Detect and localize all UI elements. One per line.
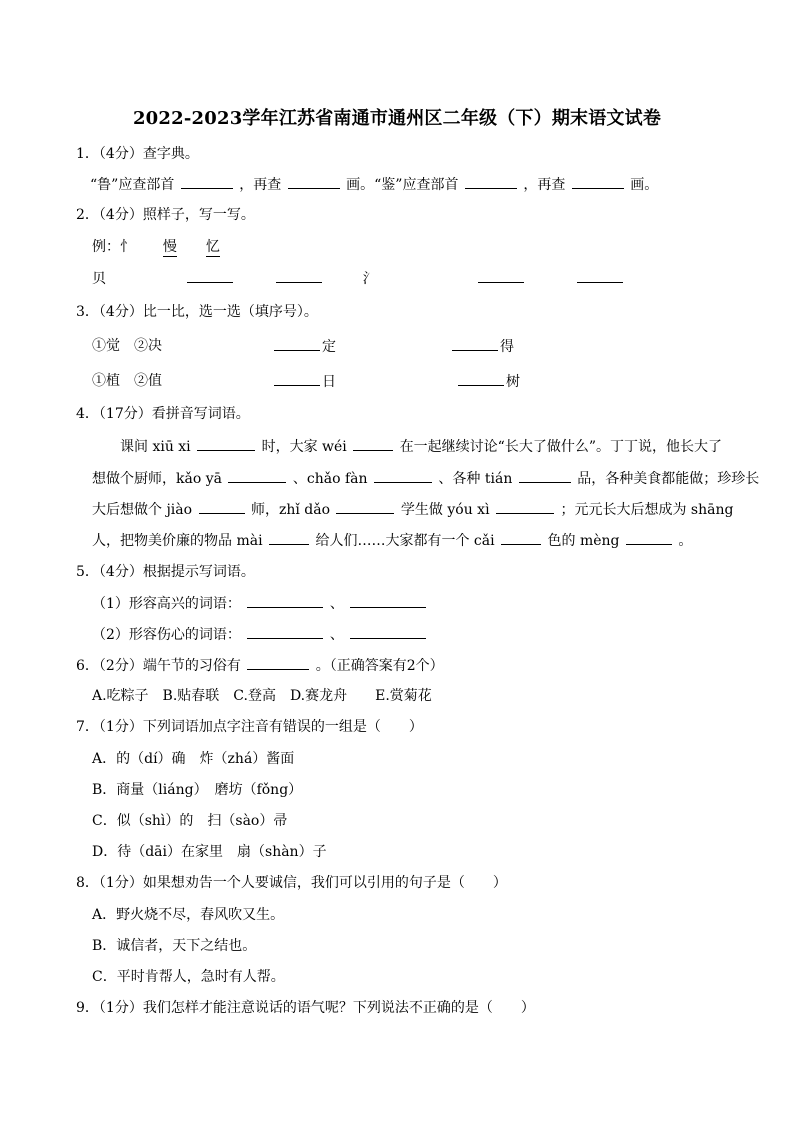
answer-blank[interactable]: [350, 593, 426, 608]
example-word-2: 忆: [205, 239, 220, 255]
question-7-option-c[interactable]: C．似（shì）的 扫（sào）帚: [92, 813, 288, 829]
question-3-stem: 3．（4分）比一比，选一选（填序号）。: [76, 304, 318, 320]
question-7-option-b[interactable]: B．商量（liáng） 磨坊（fǒng）: [92, 782, 303, 798]
answer-blank[interactable]: [496, 499, 554, 514]
q4-text: 师，zhǐ dǎo: [250, 502, 331, 518]
q4-text: 时，大家 wéi: [261, 439, 347, 455]
radical-1: 贝: [92, 271, 106, 287]
q3-char: 树: [506, 374, 520, 390]
question-4-line-3: [92, 499, 733, 520]
question-3-row-a-options: ①觉 ②决: [92, 338, 162, 354]
q5-separator: 、: [329, 627, 344, 643]
answer-blank[interactable]: [197, 436, 255, 451]
question-3-row-a-item-2: [450, 336, 514, 357]
question-3-row-b-item-2: [456, 371, 520, 392]
answer-blank[interactable]: [519, 468, 571, 483]
q3-char: 定: [322, 339, 336, 355]
q4-text: 课间 xiū xi: [120, 439, 191, 455]
answer-blank[interactable]: [276, 268, 322, 283]
question-8-option-a[interactable]: A．野火烧不尽，春风吹又生。: [92, 907, 285, 923]
q5-prompt: （1）形容高兴的词语：: [92, 596, 241, 612]
answer-blank[interactable]: [274, 371, 320, 386]
question-3-row-b-item-1: [272, 371, 336, 392]
question-5-stem: 5．（4分）根据提示写词语。: [76, 564, 255, 580]
answer-blank[interactable]: [247, 593, 323, 608]
question-2-row: [92, 268, 625, 289]
answer-blank[interactable]: [228, 468, 286, 483]
question-4-line-4: [92, 530, 692, 551]
question-9-stem: 9．（1分）我们怎样才能注意说话的语气呢？下列说法不正确的是（ ）: [76, 1000, 535, 1016]
answer-blank[interactable]: [247, 624, 323, 639]
q5-prompt: （2）形容伤心的词语：: [92, 627, 241, 643]
q1-text-1: “鲁”应查部首: [90, 177, 175, 193]
example-label: 例：忄: [92, 239, 134, 255]
q4-text: 品，各种美食都能做；珍珍长: [577, 471, 760, 487]
question-2-example: [92, 237, 220, 257]
question-3-row-a-item-1: [272, 336, 336, 357]
q4-text: 人，把物美价廉的物品 mài: [92, 533, 263, 549]
question-2-stem: 2．（4分）照样子，写一写。: [76, 207, 255, 223]
q4-text: 学生做 yóu xì: [400, 502, 490, 518]
answer-blank[interactable]: [336, 499, 394, 514]
question-8-option-c[interactable]: C．平时肯帮人，急时有人帮。: [92, 969, 285, 985]
q4-text: ；元元长大后想成为 shāng: [560, 502, 734, 518]
q6-text: 6．（2分）端午节的习俗有: [76, 658, 241, 674]
question-6-options: A.吃粽子 B.贴春联 C.登高 D.赛龙舟 E.赏菊花: [92, 688, 432, 704]
q4-text: 大后想做个 jiào: [92, 502, 193, 518]
example-word-1: 慢: [162, 239, 177, 255]
answer-blank[interactable]: [199, 499, 245, 514]
answer-blank[interactable]: [288, 174, 340, 189]
question-4-line-1: [120, 436, 722, 457]
answer-blank[interactable]: [187, 268, 233, 283]
question-8-stem: 8．（1分）如果想劝告一个人要诚信，我们可以引用的句子是（ ）: [76, 875, 507, 891]
q6-text: 。（正确答案有2个）: [315, 658, 444, 674]
q4-text: 色的 mèng: [547, 533, 620, 549]
q4-text: 给人们……大家都有一个 cǎi: [315, 533, 495, 549]
answer-blank[interactable]: [577, 268, 623, 283]
q1-text-5: 画。: [630, 177, 659, 193]
answer-blank[interactable]: [350, 624, 426, 639]
exam-title: 2022-2023学年江苏省南通市通州区二年级（下）期末语文试卷: [132, 108, 662, 129]
answer-blank[interactable]: [452, 336, 498, 351]
question-4-stem: 4．（17分）看拼音写词语。: [76, 406, 250, 422]
q3-char: 得: [500, 339, 514, 355]
radical-2: 氵: [362, 271, 377, 287]
answer-blank[interactable]: [626, 530, 672, 545]
answer-blank[interactable]: [247, 655, 309, 670]
answer-blank[interactable]: [458, 371, 504, 386]
q5-separator: 、: [329, 596, 344, 612]
q4-text: 、chǎo fàn: [292, 471, 368, 487]
question-7-option-a[interactable]: A．的（dí）确 炸（zhá）酱面: [92, 751, 295, 767]
question-5-sub-1: [92, 593, 428, 614]
question-7-option-d[interactable]: D．待（dāi）在家里 扇（shàn）子: [92, 844, 327, 860]
answer-blank[interactable]: [269, 530, 309, 545]
question-6-stem: [76, 655, 444, 676]
q4-text: 、各种 tián: [438, 471, 513, 487]
question-4-line-2: [92, 468, 759, 489]
answer-blank[interactable]: [353, 436, 393, 451]
answer-blank[interactable]: [274, 336, 320, 351]
q4-text: 。: [678, 533, 693, 549]
q1-text-2: ，再查: [239, 177, 282, 193]
q3-char: 日: [322, 374, 336, 390]
answer-blank[interactable]: [374, 468, 432, 483]
answer-blank[interactable]: [465, 174, 517, 189]
question-1-body: [90, 174, 658, 195]
q4-text: 想做个厨师，kǎo yā: [92, 471, 222, 487]
q1-text-4: ，再查: [523, 177, 566, 193]
answer-blank[interactable]: [501, 530, 541, 545]
question-7-stem: 7．（1分）下列词语加点字注音有错误的一组是（ ）: [76, 719, 423, 735]
q4-text: 在一起继续讨论“长大了做什么”。丁丁说，他长大了: [399, 439, 723, 455]
answer-blank[interactable]: [572, 174, 624, 189]
answer-blank[interactable]: [478, 268, 524, 283]
q1-text-3: 画。“鉴”应查部首: [346, 177, 459, 193]
answer-blank[interactable]: [181, 174, 233, 189]
question-8-option-b[interactable]: B．诚信者，天下之结也。: [92, 938, 257, 954]
question-3-row-b-options: ①植 ②值: [92, 373, 162, 389]
question-1-stem: 1．（4分）查字典。: [76, 146, 199, 162]
question-5-sub-2: [92, 624, 428, 645]
